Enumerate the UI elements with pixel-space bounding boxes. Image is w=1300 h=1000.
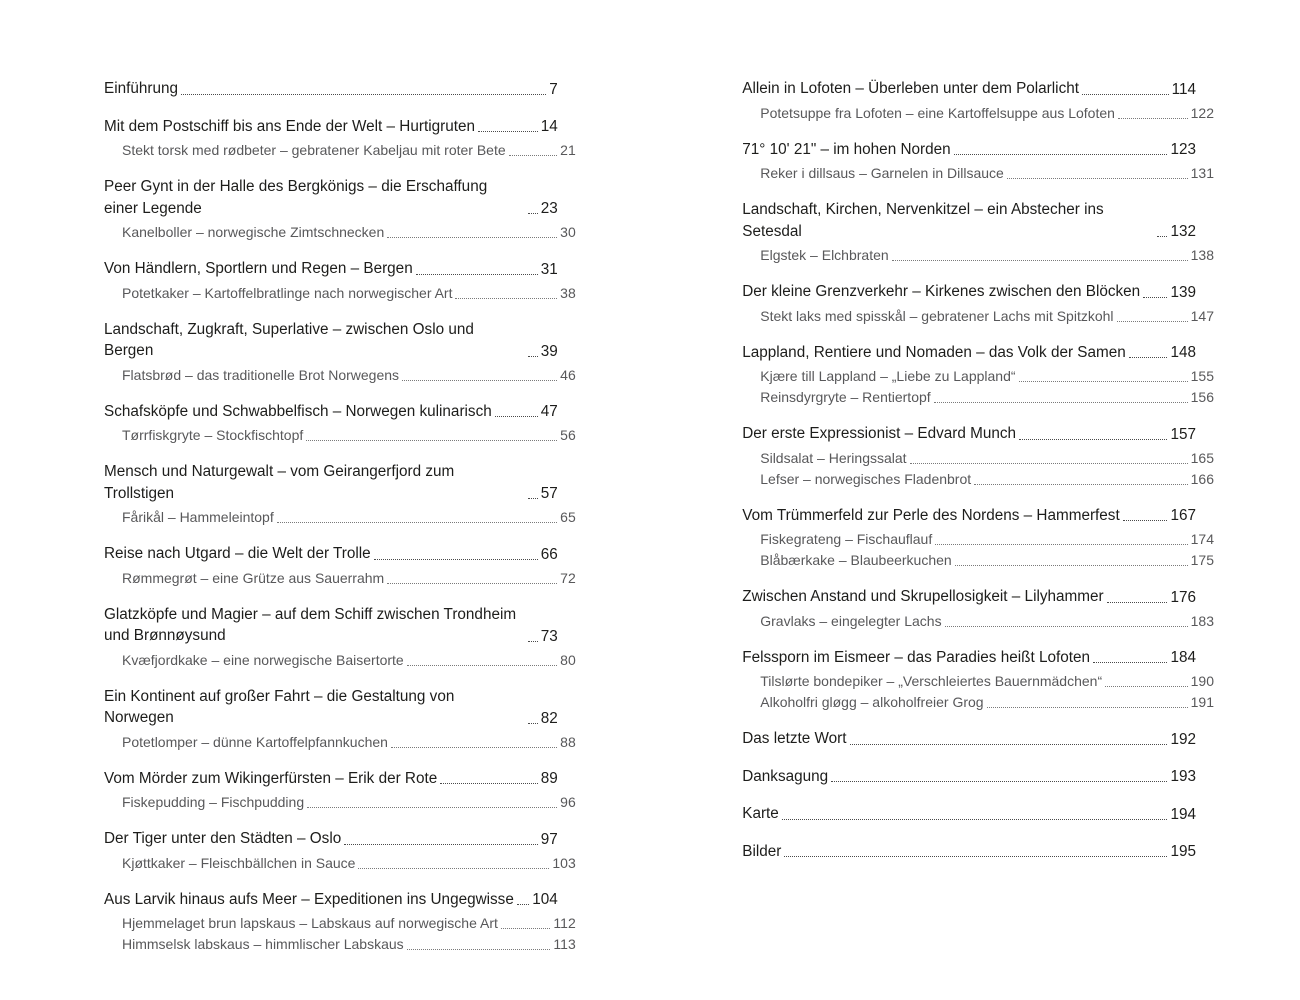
toc-chapter-label: Landschaft, Zugkraft, Superlative – zwischen Oslo und Bergen bbox=[104, 320, 474, 359]
toc-recipe-page: 191 bbox=[1190, 694, 1214, 710]
leader-dots bbox=[935, 543, 1187, 545]
leader-dots bbox=[934, 401, 1188, 403]
leader-dots bbox=[495, 415, 538, 417]
toc-recipe-page: 147 bbox=[1190, 307, 1214, 324]
toc-chapter-row[interactable] bbox=[104, 319, 558, 362]
toc-recipe-label: Hjemmelaget brun lapskaus – Labskaus auf norwegische Art bbox=[122, 915, 498, 931]
toc-chapter-row[interactable] bbox=[104, 768, 558, 790]
toc-chapter-page: 123 bbox=[1170, 141, 1196, 158]
toc-recipe-label: Kjære till Lappland – „Liebe zu Lappland“ bbox=[760, 368, 1016, 384]
toc-chapter-row[interactable] bbox=[742, 647, 1196, 669]
toc-entry[interactable] bbox=[742, 841, 1196, 863]
toc-chapter-label: Vom Trümmerfeld zur Perle des Nordens – Hammerfest bbox=[742, 506, 1120, 524]
toc-recipe-row[interactable] bbox=[104, 140, 576, 160]
leader-dots bbox=[910, 462, 1188, 464]
toc-entry[interactable] bbox=[104, 604, 576, 670]
toc-recipe-row[interactable] bbox=[742, 245, 1214, 265]
toc-chapter-page: 195 bbox=[1170, 843, 1196, 860]
toc-recipe-label: Stekt laks med spisskål – gebratener Lachs mit Spitzkohl bbox=[760, 307, 1114, 324]
leader-dots bbox=[501, 927, 551, 929]
toc-recipe-page: 46 bbox=[560, 366, 576, 383]
leader-dots bbox=[1105, 685, 1188, 687]
toc-recipe-page: 166 bbox=[1190, 470, 1214, 487]
toc-chapter-row[interactable] bbox=[104, 401, 558, 423]
leader-dots bbox=[391, 746, 557, 748]
toc-entry[interactable] bbox=[104, 401, 576, 446]
toc-recipe-row[interactable] bbox=[104, 732, 576, 752]
toc-recipe-row[interactable] bbox=[104, 792, 576, 812]
toc-recipe-row[interactable] bbox=[742, 611, 1214, 631]
toc-chapter-row[interactable] bbox=[742, 139, 1196, 161]
toc-chapter-page: 184 bbox=[1170, 649, 1196, 666]
toc-entry[interactable] bbox=[104, 319, 576, 385]
toc-recipe-label: Tilslørte bondepiker – „Verschleiertes Bauernmädchen“ bbox=[760, 673, 1103, 689]
leader-dots bbox=[306, 439, 557, 441]
leader-dots bbox=[1019, 380, 1188, 382]
toc-recipe-label: Tørrfiskgryte – Stockfischtopf bbox=[122, 427, 304, 443]
toc-chapter-page: 31 bbox=[540, 260, 558, 278]
leader-dots bbox=[945, 625, 1188, 627]
toc-recipe-page: 190 bbox=[1190, 673, 1214, 689]
toc-recipe-page: 96 bbox=[560, 794, 576, 810]
leader-dots bbox=[782, 818, 1168, 820]
toc-recipe-row[interactable] bbox=[104, 650, 576, 670]
toc-recipe-label: Rømmegrøt – eine Grütze aus Sauerrahm bbox=[122, 569, 385, 586]
toc-recipe-page: 175 bbox=[1190, 552, 1214, 568]
leader-dots bbox=[955, 564, 1188, 566]
leader-dots bbox=[509, 154, 558, 156]
toc-recipe-row[interactable] bbox=[104, 934, 576, 954]
toc-chapter-row[interactable] bbox=[742, 728, 1196, 750]
toc-recipe-page: 30 bbox=[560, 224, 576, 240]
toc-recipe-page: 72 bbox=[560, 569, 576, 586]
toc-chapter-page: 82 bbox=[540, 709, 558, 727]
toc-chapter-label: Einführung bbox=[104, 80, 178, 97]
toc-entry[interactable] bbox=[104, 461, 576, 527]
toc-chapter-row[interactable] bbox=[742, 505, 1196, 527]
toc-recipe-label: Sildsalat – Heringssalat bbox=[760, 449, 907, 466]
toc-recipe-row[interactable] bbox=[742, 366, 1214, 386]
toc-recipe-label: Himmselsk labskaus – himmlischer Labskaus bbox=[122, 936, 404, 952]
toc-recipe-row[interactable] bbox=[742, 103, 1214, 123]
toc-chapter-row[interactable] bbox=[742, 841, 1196, 863]
toc-entry[interactable] bbox=[742, 281, 1214, 326]
toc-recipe-page: 165 bbox=[1190, 449, 1214, 466]
toc-chapter-label: Danksagung bbox=[742, 767, 829, 785]
toc-recipe-row[interactable] bbox=[104, 568, 576, 588]
leader-dots bbox=[1082, 93, 1169, 95]
toc-chapter-label: Allein in Lofoten – Überleben unter dem Polarlicht bbox=[742, 80, 1079, 97]
toc-chapter-row[interactable] bbox=[104, 604, 558, 647]
toc-chapter-label: Schafsköpfe und Schwabbelfisch – Norwegen kulinarisch bbox=[104, 402, 492, 420]
toc-chapter-page: 132 bbox=[1170, 223, 1196, 240]
leader-dots bbox=[528, 355, 538, 357]
toc-recipe-page: 65 bbox=[560, 509, 576, 525]
toc-entry[interactable] bbox=[104, 543, 576, 588]
toc-recipe-row[interactable] bbox=[104, 365, 576, 385]
toc-entry[interactable] bbox=[104, 116, 576, 161]
toc-chapter-label: 71° 10' 21" – im hohen Norden bbox=[742, 140, 951, 158]
toc-recipe-page: 113 bbox=[553, 936, 576, 952]
toc-recipe-label: Kvæfjordkake – eine norwegische Baisertorte bbox=[122, 651, 404, 668]
toc-chapter-row[interactable] bbox=[104, 116, 558, 138]
toc-recipe-label: Potetsuppe fra Lofoten – eine Kartoffelsuppe aus Lofoten bbox=[760, 104, 1115, 121]
toc-recipe-page: 131 bbox=[1190, 165, 1214, 181]
leader-dots bbox=[402, 379, 557, 381]
toc-recipe-label: Stekt torsk med rødbeter – gebratener Kabeljau mit roter Bete bbox=[122, 142, 506, 158]
toc-entry[interactable] bbox=[742, 139, 1214, 184]
leader-dots bbox=[1019, 438, 1167, 440]
toc-chapter-page: 148 bbox=[1170, 344, 1196, 361]
toc-recipe-label: Blåbærkake – Blaubeerkuchen bbox=[760, 552, 952, 568]
leader-dots bbox=[831, 780, 1167, 782]
toc-recipe-label: Elgstek – Elchbraten bbox=[760, 247, 889, 263]
toc-recipe-row[interactable] bbox=[742, 387, 1214, 407]
toc-chapter-label: Karte bbox=[742, 805, 779, 822]
toc-entry[interactable] bbox=[104, 258, 576, 303]
toc-chapter-label: Reise nach Utgard – die Welt der Trolle bbox=[104, 545, 371, 562]
toc-chapter-row[interactable] bbox=[104, 461, 558, 504]
toc-chapter-page: 23 bbox=[540, 200, 558, 217]
toc-recipe-label: Fiskegrateng – Fischauflauf bbox=[760, 531, 933, 547]
toc-chapter-page: 139 bbox=[1170, 283, 1196, 301]
toc-recipe-row[interactable] bbox=[742, 529, 1214, 549]
toc-entry[interactable] bbox=[742, 342, 1214, 408]
toc-chapter-row[interactable] bbox=[742, 766, 1196, 788]
leader-dots bbox=[987, 706, 1188, 708]
leader-dots bbox=[1129, 356, 1168, 358]
toc-recipe-page: 138 bbox=[1190, 247, 1214, 263]
toc-recipe-label: Flatsbrød – das traditionelle Brot Norwegens bbox=[122, 366, 400, 383]
toc-recipe-row[interactable] bbox=[104, 222, 576, 242]
toc-recipe-label: Alkoholfri gløgg – alkoholfreier Grog bbox=[760, 694, 984, 710]
toc-chapter-row[interactable] bbox=[104, 828, 558, 850]
toc-entry[interactable] bbox=[742, 78, 1214, 123]
toc-chapter-page: 157 bbox=[1170, 425, 1196, 443]
toc-chapter-page: 14 bbox=[540, 118, 558, 135]
toc-chapter-label: Mensch und Naturgewalt – vom Geirangerfjord zum Trollstigen bbox=[104, 463, 455, 502]
toc-recipe-label: Potetlomper – dünne Kartoffelpfannkuchen bbox=[122, 733, 388, 750]
toc-recipe-label: Fiskepudding – Fischpudding bbox=[122, 794, 305, 810]
toc-recipe-row[interactable] bbox=[104, 283, 576, 303]
toc-entry[interactable] bbox=[742, 766, 1196, 788]
toc-recipe-row[interactable] bbox=[104, 507, 576, 527]
toc-chapter-row[interactable] bbox=[104, 889, 558, 911]
leader-dots bbox=[892, 259, 1188, 261]
leader-dots bbox=[307, 806, 557, 808]
toc-recipe-page: 183 bbox=[1190, 612, 1214, 629]
toc-chapter-page: 176 bbox=[1170, 588, 1196, 606]
toc-chapter-page: 114 bbox=[1171, 80, 1196, 98]
toc-recipe-label: Fårikål – Hammeleintopf bbox=[122, 509, 274, 525]
leader-dots bbox=[358, 867, 549, 869]
toc-recipe-page: 38 bbox=[560, 284, 576, 301]
toc-recipe-page: 122 bbox=[1190, 104, 1214, 121]
toc-chapter-page: 192 bbox=[1170, 730, 1196, 748]
toc-chapter-row[interactable] bbox=[104, 176, 558, 219]
toc-recipe-row[interactable] bbox=[742, 550, 1214, 570]
leader-dots bbox=[1123, 519, 1168, 521]
toc-chapter-page: 97 bbox=[540, 830, 558, 848]
leader-dots bbox=[517, 903, 529, 905]
toc-column-left bbox=[104, 78, 576, 952]
toc-chapter-label: Vom Mörder zum Wikingerfürsten – Erik der Rote bbox=[104, 769, 438, 787]
toc-recipe-row[interactable] bbox=[742, 671, 1214, 691]
toc-entry[interactable] bbox=[742, 586, 1214, 631]
leader-dots bbox=[277, 521, 557, 523]
toc-chapter-label: Der erste Expressionist – Edvard Munch bbox=[742, 425, 1017, 442]
leader-dots bbox=[528, 722, 538, 724]
leader-dots bbox=[784, 855, 1167, 857]
leader-dots bbox=[1117, 320, 1188, 322]
toc-chapter-label: Glatzköpfe und Magier – auf dem Schiff zwischen Trondheim und Brønnøysund bbox=[104, 605, 517, 644]
leader-dots bbox=[1157, 235, 1167, 237]
toc-entry[interactable] bbox=[742, 505, 1214, 571]
toc-chapter-label: Lappland, Rentiere und Nomaden – das Volk der Samen bbox=[742, 343, 1126, 361]
toc-recipe-label: Potetkaker – Kartoffelbratlinge nach norwegischer Art bbox=[122, 284, 453, 301]
leader-dots bbox=[387, 236, 557, 238]
toc-chapter-label: Das letzte Wort bbox=[742, 730, 847, 747]
toc-recipe-label: Lefser – norwegisches Fladenbrot bbox=[760, 470, 972, 487]
toc-chapter-row[interactable] bbox=[742, 281, 1196, 303]
leader-dots bbox=[528, 212, 538, 214]
leader-dots bbox=[416, 273, 538, 275]
toc-chapter-page: 194 bbox=[1170, 805, 1196, 823]
toc-recipe-row[interactable] bbox=[742, 448, 1214, 468]
toc-recipe-row[interactable] bbox=[742, 469, 1214, 489]
leader-dots bbox=[1107, 601, 1168, 603]
toc-chapter-page: 39 bbox=[540, 342, 558, 360]
leader-dots bbox=[455, 297, 557, 299]
toc-chapter-page: 73 bbox=[540, 627, 558, 645]
toc-chapter-label: Der Tiger unter den Städten – Oslo bbox=[104, 830, 342, 847]
toc-recipe-page: 88 bbox=[560, 733, 576, 750]
toc-entry[interactable] bbox=[742, 199, 1214, 265]
leader-dots bbox=[344, 843, 537, 845]
toc-chapter-label: Von Händlern, Sportlern und Regen – Bergen bbox=[104, 260, 413, 277]
toc-entry[interactable] bbox=[742, 423, 1214, 489]
toc-chapter-page: 167 bbox=[1170, 507, 1196, 524]
toc-chapter-label: Bilder bbox=[742, 842, 782, 860]
toc-recipe-row[interactable] bbox=[742, 692, 1214, 712]
leader-dots bbox=[1093, 661, 1167, 663]
toc-recipe-row[interactable] bbox=[104, 425, 576, 445]
toc-recipe-page: 156 bbox=[1190, 389, 1214, 405]
leader-dots bbox=[954, 153, 1168, 155]
leader-dots bbox=[974, 483, 1187, 485]
column-gutter bbox=[558, 78, 743, 940]
toc-chapter-label: Der kleine Grenzverkehr – Kirkenes zwischen den Blöcken bbox=[742, 283, 1141, 300]
leader-dots bbox=[1007, 177, 1188, 179]
toc-recipe-label: Kanelboller – norwegische Zimtschnecken bbox=[122, 224, 385, 240]
toc-entry[interactable] bbox=[742, 728, 1196, 750]
toc-recipe-page: 155 bbox=[1190, 368, 1214, 384]
toc-chapter-row[interactable] bbox=[742, 199, 1196, 242]
toc-entry[interactable] bbox=[104, 686, 576, 752]
toc-chapter-page: 57 bbox=[540, 485, 558, 502]
toc-chapter-row[interactable] bbox=[104, 686, 558, 729]
toc-chapter-row[interactable] bbox=[104, 258, 558, 280]
toc-chapter-row[interactable] bbox=[742, 342, 1196, 364]
leader-dots bbox=[387, 582, 557, 584]
toc-chapter-row[interactable] bbox=[742, 803, 1196, 825]
toc-chapter-label: Mit dem Postschiff bis ans Ende der Welt – Hurtigruten bbox=[104, 117, 475, 135]
toc-chapter-page: 66 bbox=[540, 545, 558, 563]
toc-entry[interactable] bbox=[742, 803, 1196, 825]
leader-dots bbox=[407, 664, 557, 666]
toc-chapter-page: 89 bbox=[540, 770, 558, 787]
toc-chapter-label: Peer Gynt in der Halle des Bergkönigs – die Erschaffung einer Legende bbox=[104, 178, 488, 217]
toc-recipe-label: Reker i dillsaus – Garnelen in Dillsauce bbox=[760, 165, 1004, 181]
toc-recipe-page: 56 bbox=[560, 427, 576, 443]
toc-chapter-page: 193 bbox=[1170, 768, 1196, 785]
toc-entry[interactable] bbox=[104, 78, 558, 100]
toc-entry[interactable] bbox=[104, 176, 576, 242]
toc-recipe-row[interactable] bbox=[742, 163, 1214, 183]
toc-chapter-label: Zwischen Anstand und Skrupellosigkeit – Lilyhammer bbox=[742, 588, 1104, 605]
toc-chapter-page: 7 bbox=[549, 80, 558, 98]
leader-dots bbox=[374, 558, 538, 560]
toc-chapter-page: 47 bbox=[540, 403, 558, 420]
toc-entry[interactable] bbox=[104, 828, 576, 873]
toc-recipe-page: 112 bbox=[553, 915, 576, 931]
toc-recipe-page: 80 bbox=[560, 651, 576, 668]
toc-chapter-row[interactable] bbox=[742, 78, 1196, 100]
leader-dots bbox=[528, 497, 538, 499]
toc-recipe-label: Gravlaks – eingelegter Lachs bbox=[760, 612, 942, 629]
leader-dots bbox=[1143, 296, 1167, 298]
leader-dots bbox=[407, 948, 551, 950]
toc-recipe-label: Reinsdyrgryte – Rentiertopf bbox=[760, 389, 931, 405]
toc-chapter-page: 104 bbox=[532, 891, 558, 908]
leader-dots bbox=[181, 93, 546, 95]
toc-chapter-row[interactable] bbox=[742, 586, 1196, 608]
toc-chapter-label: Landschaft, Kirchen, Nervenkitzel – ein Abstecher ins Setesdal bbox=[742, 201, 1104, 240]
toc-recipe-page: 21 bbox=[560, 142, 576, 158]
toc-recipe-page: 103 bbox=[552, 854, 576, 871]
toc-recipe-row[interactable] bbox=[104, 853, 576, 873]
leader-dots bbox=[850, 743, 1168, 745]
leader-dots bbox=[440, 782, 537, 784]
toc-recipe-row[interactable] bbox=[104, 913, 576, 933]
toc-entry[interactable] bbox=[742, 647, 1214, 713]
toc-entry[interactable] bbox=[104, 889, 576, 955]
toc-chapter-row[interactable] bbox=[104, 543, 558, 565]
toc-chapter-row[interactable] bbox=[104, 78, 558, 100]
leader-dots bbox=[478, 130, 538, 132]
toc-chapter-row[interactable] bbox=[742, 423, 1196, 445]
toc-column-right bbox=[742, 78, 1214, 940]
toc-chapter-label: Felssporn im Eismeer – das Paradies heißt Lofoten bbox=[742, 648, 1090, 666]
toc-entry[interactable] bbox=[104, 768, 576, 813]
toc-recipe-label: Kjøttkaker – Fleischbällchen in Sauce bbox=[122, 854, 356, 871]
toc-chapter-label: Aus Larvik hinaus aufs Meer – Expeditionen ins Ungegwisse bbox=[104, 890, 514, 908]
leader-dots bbox=[528, 640, 538, 642]
leader-dots bbox=[1118, 117, 1188, 119]
toc-recipe-page: 174 bbox=[1190, 531, 1214, 547]
toc-chapter-label: Ein Kontinent auf großer Fahrt – die Gestaltung von Norwegen bbox=[104, 687, 455, 726]
toc-recipe-row[interactable] bbox=[742, 306, 1214, 326]
